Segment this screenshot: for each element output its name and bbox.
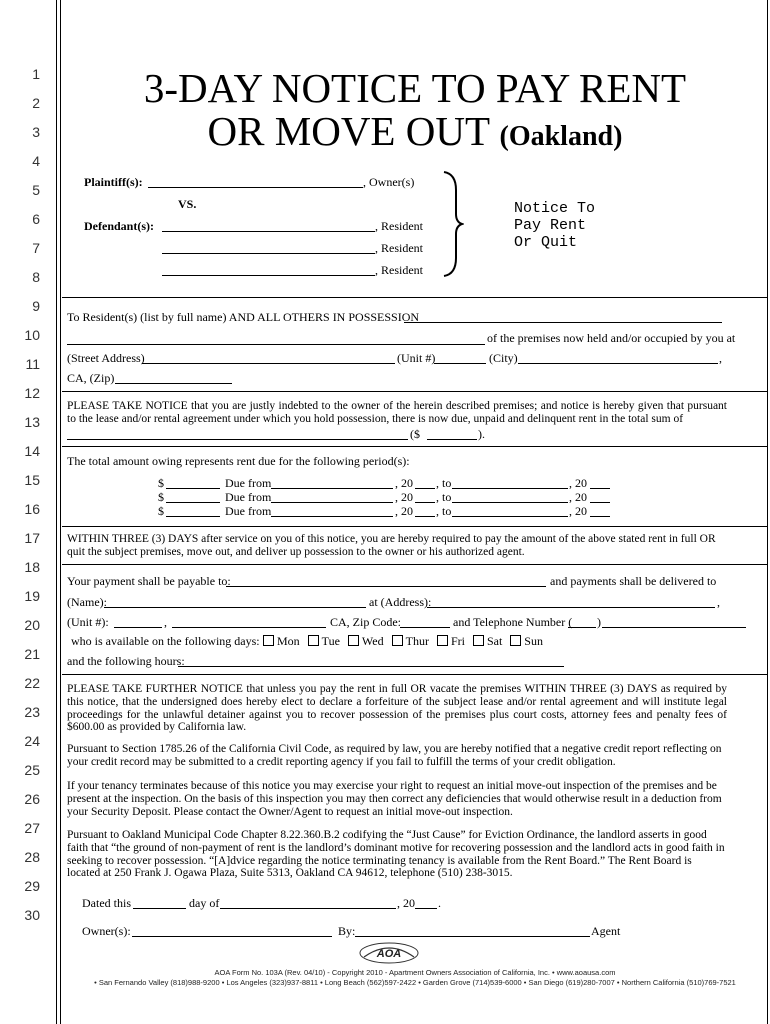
- day-option-sun[interactable]: [502, 634, 543, 648]
- line-number: 7: [32, 240, 40, 256]
- margin-rule-left-inner: [60, 0, 61, 1024]
- civil-code-text: Pursuant to Section 1785.26 of the California Civil Code, as required by law, you are hereby notified that a negative credit report reflecting on your credit record may be submitted to a credit reporting agency if you fail to fulfill the terms of your credit obligation.: [67, 743, 722, 768]
- month-field[interactable]: [220, 895, 396, 909]
- line-number: 20: [24, 617, 40, 633]
- by-label: By:: [338, 924, 356, 938]
- line-number: 1: [32, 66, 40, 82]
- period-year-prefix-2: , 20: [569, 476, 587, 490]
- period-to-date-field[interactable]: [452, 476, 568, 489]
- line-number: 16: [24, 501, 40, 517]
- resident-suffix-1: , Resident: [375, 219, 423, 233]
- period-to-label: , to: [436, 476, 452, 490]
- resident-suffix-2: , Resident: [375, 241, 423, 255]
- period-from-year-field[interactable]: [415, 476, 435, 489]
- dated-period: .: [438, 896, 441, 910]
- period-to-year-field[interactable]: [590, 476, 610, 489]
- day-option-mon[interactable]: [255, 634, 300, 648]
- page-title-line2: OR MOVE OUT (Oakland): [207, 108, 623, 154]
- period-from-year-field[interactable]: [415, 504, 435, 517]
- day-label: Wed: [361, 634, 384, 648]
- day-option-tue[interactable]: [300, 634, 340, 648]
- checkbox-icon[interactable]: [263, 635, 274, 646]
- page-title: 3-DAY NOTICE TO PAY RENT: [143, 65, 687, 111]
- name-label: (Name):: [67, 595, 107, 609]
- line-number: 22: [24, 675, 40, 691]
- checkbox-icon[interactable]: [510, 635, 521, 646]
- city2-field[interactable]: [172, 614, 326, 628]
- residents-names-field-2[interactable]: [67, 331, 485, 345]
- street-field[interactable]: [142, 350, 395, 364]
- checkbox-icon[interactable]: [473, 635, 484, 646]
- day-label: Sat: [486, 634, 503, 648]
- hours-field[interactable]: [178, 653, 564, 667]
- line-number: 2: [32, 95, 40, 111]
- divider-1: [62, 391, 768, 392]
- agent-label: Agent: [591, 924, 621, 938]
- notice-box-line1: Notice To: [514, 200, 596, 217]
- line-number: 26: [24, 791, 40, 807]
- plaintiff-label: Plaintiff(s):: [84, 175, 143, 189]
- tel-close: ): [597, 615, 601, 629]
- year-field[interactable]: [415, 895, 437, 909]
- notice-box-line2: Pay Rent: [514, 217, 587, 234]
- period-to-label: , to: [436, 490, 452, 504]
- dated-this-label: Dated this: [82, 896, 131, 910]
- period-amount-field[interactable]: [166, 490, 220, 503]
- period-from-year-field[interactable]: [415, 490, 435, 503]
- telephone-label: and Telephone Number (: [453, 615, 573, 629]
- zip-field[interactable]: [115, 370, 232, 384]
- offices-line: • San Fernando Valley (818)988-9200 • Los Angeles (323)937-8811 • Long Beach (562)597-2422 • Garden Grove (714)539-6000 • San Diego (619)280-7007 • Northern California (510)769-7521: [94, 978, 736, 987]
- unit2-label: (Unit #):: [67, 615, 109, 629]
- total-sum-words-field[interactable]: [67, 426, 408, 440]
- divider-3: [62, 526, 768, 527]
- available-days-label: who is available on the following days:: [71, 634, 260, 648]
- area-code-field[interactable]: [568, 614, 596, 628]
- owners-label: Owner(s):: [82, 924, 131, 938]
- caption-divider: [62, 297, 768, 298]
- at-address-label: at (Address):: [369, 595, 432, 609]
- margin-rule-left: [56, 0, 57, 1024]
- by-signature-field[interactable]: [355, 923, 590, 937]
- line-number: 23: [24, 704, 40, 720]
- day-label: Tue: [321, 634, 340, 648]
- period-to-year-field[interactable]: [590, 490, 610, 503]
- payable-to-field[interactable]: [226, 573, 546, 587]
- period-amount-field[interactable]: [166, 476, 220, 489]
- period-year-prefix-2: , 20: [569, 504, 587, 518]
- period-dollar-sign: $: [158, 504, 164, 518]
- period-to-date-field[interactable]: [452, 490, 568, 503]
- oakland-code-text: Pursuant to Oakland Municipal Code Chapter 8.22.360.B.2 codifying the “Just Cause” for Eviction Ordinance, the landlord asserts in good faith that “the ground of non-payment of rent is the landlord’s dominant motive for recovering possession and the landlord acts in good faith in seeking to recover possession. “[A]dvice regarding the notice terminating tenancy is available from the Rent Board.” The Rent Board is located at 250 Frank J. Ogawa Plaza, Suite 5313, Oakland CA 94612, telephone (510) 238-3015.: [67, 829, 725, 880]
- day-label: Fri: [450, 634, 465, 648]
- name-field[interactable]: [104, 594, 366, 608]
- zip-code-field[interactable]: [400, 614, 450, 628]
- line-number: 3: [32, 124, 40, 140]
- days-checkboxes: [255, 634, 543, 649]
- line-number: 29: [24, 878, 40, 894]
- day-label: Thur: [405, 634, 429, 648]
- owners-signature-field[interactable]: [132, 923, 332, 937]
- day-option-thur[interactable]: [384, 634, 429, 648]
- move-out-inspection-text: If your tenancy terminates because of this notice you may exercise your right to request an initial move-out inspection of the premises and be present at the inspection. On the basis of this inspection you may then correct any deficiencies that would otherwise result in a deduction from your Security Deposit. Please contact the Owner/Agent to request an initial move-out inspection.: [67, 780, 722, 818]
- period-from-date-field[interactable]: [271, 476, 393, 489]
- day-field[interactable]: [133, 895, 186, 909]
- address-field[interactable]: [427, 594, 715, 608]
- year-prefix: , 20: [397, 896, 415, 910]
- day-option-fri[interactable]: [429, 634, 465, 648]
- please-take-notice-text: PLEASE TAKE NOTICE that you are justly indebted to the owner of the herein described premises; and notice is hereby given that pursuant to the lease and/or rental agreement under which you hold possession, there is now due, unpaid and delinquent rent in the total sum of: [67, 400, 727, 425]
- line-number: 6: [32, 211, 40, 227]
- checkbox-icon[interactable]: [348, 635, 359, 646]
- aoa-logo-icon: [358, 941, 420, 965]
- vs-label: VS.: [178, 197, 197, 211]
- period-to-date-field[interactable]: [452, 504, 568, 517]
- period-from-date-field[interactable]: [271, 504, 393, 517]
- line-number: 27: [24, 820, 40, 836]
- period-due-from-label: Due from: [225, 490, 272, 504]
- defendant-field-3[interactable]: [162, 262, 375, 276]
- premises-label: of the premises now held and/or occupied by you at: [487, 331, 736, 345]
- line-number: 8: [32, 269, 40, 285]
- aoa-logo-text: AOA: [376, 948, 402, 960]
- divider-5: [62, 674, 768, 675]
- divider-4: [62, 564, 768, 565]
- city-label: (Oakland): [499, 121, 623, 152]
- line-number: 24: [24, 733, 40, 749]
- line-number: 15: [24, 472, 40, 488]
- day-of-label: day of: [189, 896, 220, 910]
- day-label: Mon: [277, 634, 300, 648]
- period-dollar-sign: $: [158, 476, 164, 490]
- line-number: 11: [25, 356, 40, 372]
- line-number: 17: [24, 530, 40, 546]
- within-three-days-text: WITHIN THREE (3) DAYS after service on you of this notice, you are hereby required to pay the amount of the above stated rent in full OR quit the subject premises, move out, and deliver up possession to the owner or his authorized agent.: [67, 533, 716, 558]
- period-year-prefix: , 20: [395, 490, 413, 504]
- defendant-field-2[interactable]: [162, 240, 375, 254]
- line-number: 13: [24, 414, 40, 430]
- unit2-comma: ,: [164, 615, 167, 629]
- line-number: 9: [32, 298, 40, 314]
- unit-field[interactable]: [434, 350, 486, 364]
- resident-suffix-3: , Resident: [375, 263, 423, 277]
- period-to-year-field[interactable]: [590, 504, 610, 517]
- owner-suffix: , Owner(s): [363, 175, 415, 189]
- day-option-wed[interactable]: [340, 634, 384, 648]
- period-due-from-label: Due from: [225, 504, 272, 518]
- ca-zip-code-label: CA, Zip Code:: [330, 615, 401, 629]
- line-number: 10: [24, 327, 40, 343]
- divider-2: [62, 446, 768, 447]
- period-year-prefix: , 20: [395, 504, 413, 518]
- line-number: 21: [24, 646, 40, 662]
- total-owing-label: The total amount owing represents rent due for the following period(s):: [67, 454, 410, 468]
- plaintiff-field[interactable]: [148, 174, 363, 188]
- city-comma: ,: [719, 351, 722, 365]
- address-comma: ,: [717, 595, 720, 609]
- following-hours-label: and the following hours:: [67, 654, 185, 668]
- line-number: 19: [24, 588, 40, 604]
- city-field[interactable]: [518, 350, 718, 364]
- payable-to-label: Your payment shall be payable to:: [67, 574, 231, 588]
- period-year-prefix-2: , 20: [569, 490, 587, 504]
- line-number: 25: [24, 762, 40, 778]
- line-number: 4: [32, 153, 40, 169]
- defendant-field-1[interactable]: [162, 218, 375, 232]
- period-amount-field[interactable]: [166, 504, 220, 517]
- line-number: 5: [32, 182, 40, 198]
- notice-box-line3: Or Quit: [514, 234, 578, 251]
- dollar-open: ($: [410, 427, 420, 441]
- line-number: 12: [24, 385, 40, 401]
- unit2-field[interactable]: [114, 614, 162, 628]
- line-number: 14: [24, 443, 40, 459]
- residents-names-field[interactable]: [404, 309, 722, 323]
- period-to-label: , to: [436, 504, 452, 518]
- checkbox-icon[interactable]: [392, 635, 403, 646]
- day-option-sat[interactable]: [465, 634, 502, 648]
- form-info-line: AOA Form No. 103A (Rev. 04/10) - Copyright 2010 - Apartment Owners Association of California, Inc. • www.aoausa.com: [214, 968, 616, 977]
- line-number: 28: [24, 849, 40, 865]
- period-year-prefix: , 20: [395, 476, 413, 490]
- line-number: 18: [24, 559, 40, 575]
- period-from-date-field[interactable]: [271, 490, 393, 503]
- defendant-label: Defendant(s):: [84, 219, 154, 233]
- checkbox-icon[interactable]: [308, 635, 319, 646]
- period-dollar-sign: $: [158, 490, 164, 504]
- day-label: Sun: [524, 634, 543, 648]
- ca-zip-label: CA, (Zip): [67, 371, 115, 385]
- period-due-from-label: Due from: [225, 476, 272, 490]
- city-field-label: (City): [489, 351, 518, 365]
- line-number: 30: [24, 907, 40, 923]
- telephone-field[interactable]: [602, 614, 746, 628]
- total-sum-amount-field[interactable]: [427, 426, 477, 440]
- unit-label: (Unit #): [397, 351, 436, 365]
- brace-icon: [440, 170, 464, 278]
- further-notice-text: PLEASE TAKE FURTHER NOTICE that unless you pay the rent in full OR vacate the premises WITHIN THREE (3) DAYS as required by this notice, that the undersigned does hereby elect to declare a forfeiture of the subject lease and/or rental agreement and will institute legal proceedings for the unlawful detainer against you to recover possession of the premises plus court costs, attorney fees and penalty fees of $600.00 as provided by California law.: [67, 683, 727, 734]
- checkbox-icon[interactable]: [437, 635, 448, 646]
- dollar-close: ).: [478, 427, 485, 441]
- to-residents-label: To Resident(s) (list by full name) AND ALL OTHERS IN POSSESSION: [67, 310, 420, 324]
- delivered-to-label: and payments shall be delivered to: [550, 574, 717, 588]
- street-label: (Street Address): [67, 351, 145, 365]
